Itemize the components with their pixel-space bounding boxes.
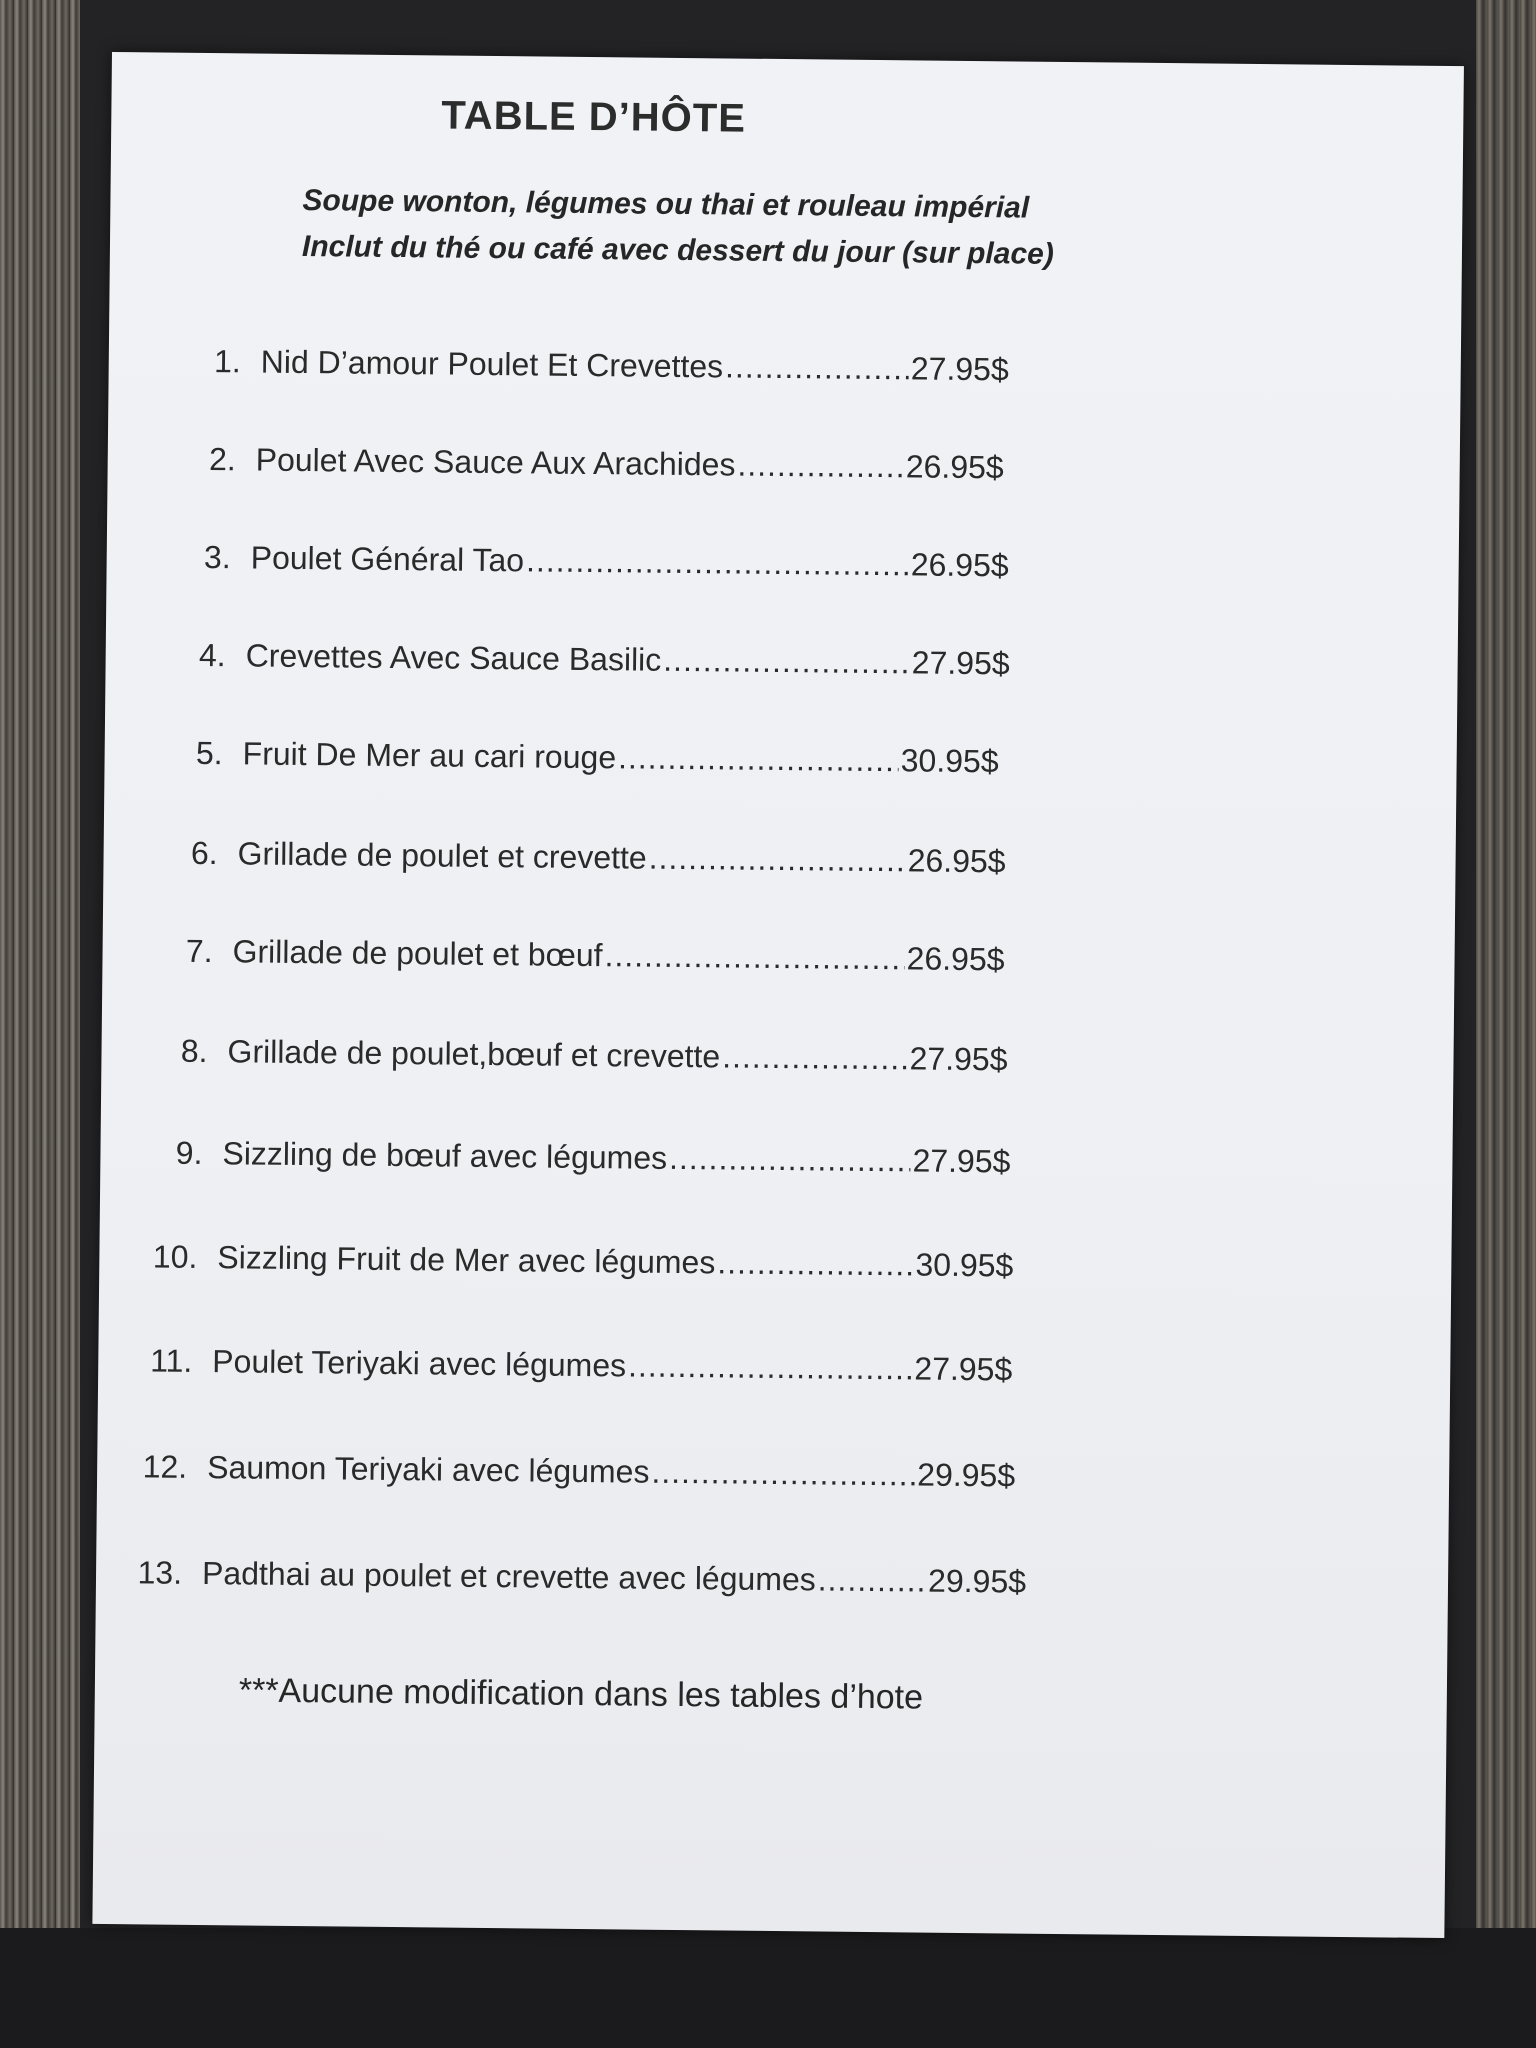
menu-item <box>115 1448 1015 1505</box>
menu-item-price: 26.95$ <box>906 940 1005 978</box>
table-surface <box>0 1928 1536 2048</box>
menu-item <box>163 441 1003 498</box>
menu-item-name: Saumon Teriyaki avec légumes <box>206 1449 650 1490</box>
menu-item-name: Padthai au poulet et crevette avec légumes <box>201 1555 816 1598</box>
menu-item-number: 1. <box>213 343 241 380</box>
menu-subtitle-line-1: Soupe wonton, légumes ou thai et rouleau impérial <box>302 184 1030 225</box>
menu-item-price: 26.95$ <box>905 448 1004 486</box>
dot-leader <box>737 447 904 486</box>
menu-item-name: Poulet Teriyaki avec légumes <box>212 1343 627 1384</box>
menu-item-price: 29.95$ <box>917 1456 1016 1494</box>
menu-item-price: 30.95$ <box>900 742 999 780</box>
menu-item-number: 3. <box>203 538 231 576</box>
menu-folder-frame-right <box>1476 0 1536 2048</box>
menu-item-name: Sizzling Fruit de Mer avec légumes <box>217 1239 716 1281</box>
dot-leader <box>663 642 910 682</box>
menu-item-number: 5. <box>195 734 223 772</box>
menu-item <box>158 539 1008 596</box>
menu-item <box>153 636 1009 693</box>
menu-item-number: 7. <box>185 932 213 970</box>
menu-item <box>110 1554 1026 1612</box>
menu-item <box>145 834 1005 891</box>
menu-item-name: Grillade de poulet,bœuf et crevette <box>227 1033 721 1075</box>
menu-item-name: Grillade de poulet et crevette <box>237 835 647 876</box>
menu-item-name: Fruit De Mer au cari rouge <box>242 735 617 776</box>
menu-item-number: 12. <box>142 1448 188 1485</box>
dot-leader <box>604 937 905 977</box>
menu-footnote: ***Aucune modification dans les tables d’hote <box>238 1671 924 1717</box>
menu-subtitle-line-2: Inclut du thé ou café avec dessert du jour (sur place) <box>301 230 1054 271</box>
dot-leader <box>717 1244 914 1283</box>
menu-sheet <box>92 52 1464 1938</box>
menu-item <box>125 1238 1013 1295</box>
dot-leader <box>669 1140 911 1180</box>
menu-item-number: 11. <box>150 1342 193 1379</box>
menu-title: TABLE D’HÔTE <box>441 93 747 141</box>
menu-item-name: Poulet Avec Sauce Aux Arachides <box>255 441 736 483</box>
menu-item <box>168 343 1008 400</box>
menu-item <box>135 1032 1007 1089</box>
menu-item-number: 2. <box>208 441 236 478</box>
menu-item-price: 27.95$ <box>910 350 1009 388</box>
menu-item-price: 27.95$ <box>912 1142 1011 1180</box>
dot-leader <box>628 1347 913 1387</box>
menu-item-number: 9. <box>175 1134 203 1172</box>
dot-leader <box>651 1454 915 1494</box>
menu-item <box>120 1342 1012 1399</box>
menu-item-name: Poulet Général Tao <box>250 539 525 579</box>
dot-leader <box>722 1038 908 1077</box>
menu-item <box>130 1134 1010 1191</box>
menu-item <box>140 932 1004 989</box>
menu-item-price: 27.95$ <box>909 1040 1008 1078</box>
menu-item <box>150 734 998 791</box>
menu-item-number: 13. <box>137 1554 183 1591</box>
dot-leader <box>818 1561 927 1599</box>
menu-item-name: Crevettes Avec Sauce Basilic <box>245 637 662 678</box>
menu-item-name: Nid D’amour Poulet Et Crevettes <box>260 343 724 385</box>
menu-item-name: Grillade de poulet et bœuf <box>232 933 603 974</box>
menu-item-price: 30.95$ <box>915 1246 1014 1284</box>
menu-item-price: 29.95$ <box>927 1562 1027 1600</box>
menu-item-price: 27.95$ <box>914 1350 1013 1388</box>
menu-item-number: 10. <box>152 1238 198 1275</box>
menu-item-price: 26.95$ <box>910 546 1009 584</box>
menu-item-price: 27.95$ <box>911 644 1010 682</box>
dot-leader <box>725 348 909 387</box>
menu-item-number: 4. <box>198 636 226 674</box>
dot-leader <box>618 739 899 779</box>
dot-leader <box>649 840 906 880</box>
menu-folder-frame-left <box>0 0 80 2048</box>
dot-leader <box>526 542 909 583</box>
menu-item-number: 6. <box>190 834 218 872</box>
menu-item-price: 26.95$ <box>907 842 1006 880</box>
menu-item-number: 8. <box>180 1032 208 1070</box>
menu-item-name: Sizzling de bœuf avec légumes <box>222 1135 668 1176</box>
